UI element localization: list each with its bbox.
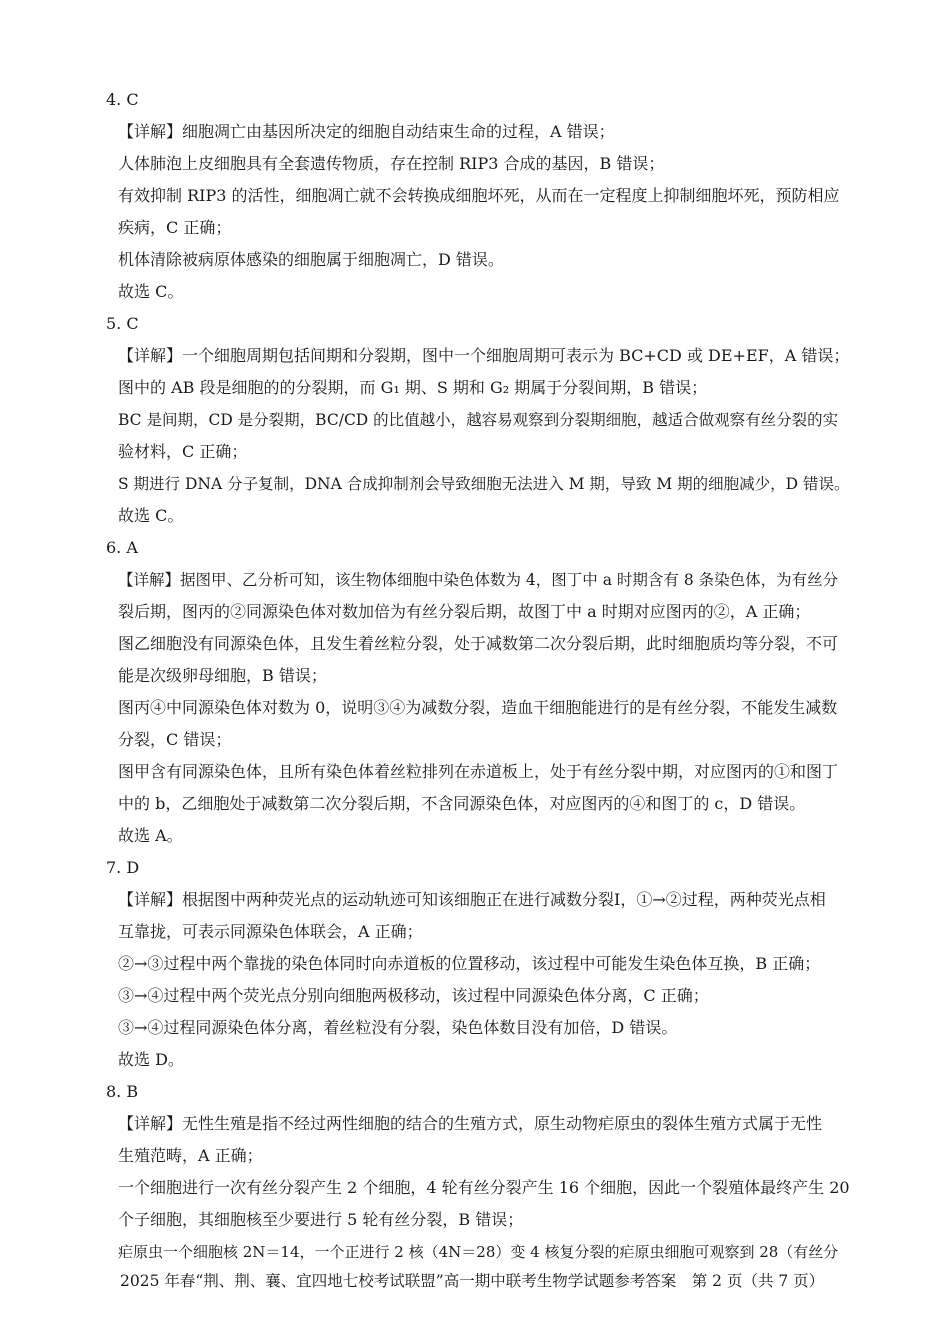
text-line: 【详解】根据图中两种荧光点的运动轨迹可知该细胞正在进行减数分裂Ⅰ，①→②过程，两种荧光点相	[118, 890, 826, 909]
text-line: 【详解】无性生殖是指不经过两性细胞的结合的生殖方式，原生动物疟原虫的裂体生殖方式属于无性	[118, 1114, 823, 1133]
text-line: 个子细胞，其细胞核至少要进行 5 轮有丝分裂，B 错误；	[118, 1210, 524, 1229]
text-line: 故选 C。	[118, 506, 184, 525]
text-line: 裂后期，图丙的②同源染色体对数加倍为有丝分裂后期，故图丁中 a 时期对应图丙的②，A 正确；	[118, 602, 811, 621]
question-5-answer: 5. C	[106, 314, 139, 333]
text-line: 图丙④中同源染色体对数为 0，说明③④为减数分裂，造血干细胞能进行的是有丝分裂，不能发生减数	[118, 698, 838, 717]
question-6-answer: 6. A	[106, 538, 138, 557]
text-line: 疾病，C 正确；	[118, 218, 232, 237]
text-line: ③→④过程中两个荧光点分别向细胞两极移动，该过程中同源染色体分离，C 正确；	[118, 986, 709, 1005]
text-line: 分裂，C 错误；	[118, 730, 232, 749]
page-footer: 2025 年春“荆、荆、襄、宜四地七校考试联盟”高一期中联考生物学试题参考答案 第 2 页（共 7 页）	[120, 1272, 825, 1290]
text-line: 故选 D。	[118, 1050, 184, 1069]
text-line: 互靠拢，可表示同源染色体联会，A 正确；	[118, 922, 423, 941]
text-line: 生殖范畴，A 正确；	[118, 1146, 263, 1165]
text-line: 一个细胞进行一次有丝分裂产生 2 个细胞，4 轮有丝分裂产生 16 个细胞，因此一个裂殖体最终产生 20	[118, 1178, 850, 1197]
text-line: BC 是间期，CD 是分裂期，BC/CD 的比值越小，越容易观察到分裂期细胞，越适合做观察有丝分裂的实	[118, 411, 839, 429]
question-7-answer: 7. D	[106, 858, 140, 877]
text-line: 故选 C。	[118, 282, 184, 301]
text-line: 【详解】细胞凋亡由基因所决定的细胞自动结束生命的过程，A 错误；	[118, 122, 615, 141]
text-line: 故选 A。	[118, 826, 183, 845]
text-line: 【详解】据图甲、乙分析可知，该生物体细胞中染色体数为 4，图丁中 a 时期含有 8 条染色体，为有丝分	[118, 571, 839, 589]
text-line: 中的 b，乙细胞处于减数第二次分裂后期，不含同源染色体，对应图丙的④和图丁的 c，D 错误。	[118, 794, 806, 813]
text-line: 图乙细胞没有同源染色体，且发生着丝粒分裂，处于减数第二次分裂后期，此时细胞质均等分裂，不可	[118, 634, 839, 653]
text-line: 人体肺泡上皮细胞具有全套遗传物质，存在控制 RIP3 合成的基因，B 错误；	[118, 154, 665, 173]
question-8-answer: 8. B	[106, 1082, 139, 1101]
question-4-answer: 4. C	[106, 90, 139, 109]
text-line: ②→③过程中两个靠拢的染色体同时向赤道板的位置移动，该过程中可能发生染色体互换，B 正确；	[118, 954, 821, 973]
text-line: ③→④过程同源染色体分离，着丝粒没有分裂，染色体数目没有加倍，D 错误。	[118, 1018, 678, 1037]
text-line: 【详解】一个细胞周期包括间期和分裂期，图中一个细胞周期可表示为 BC+CD 或 DE+EF，A 错误；	[118, 346, 850, 365]
text-line: 验材料，C 正确；	[118, 442, 248, 461]
text-line: 能是次级卵母细胞，B 错误；	[118, 666, 327, 685]
text-line: 图中的 AB 段是细胞的的分裂期，而 G₁ 期、S 期和 G₂ 期属于分裂间期，B 错误；	[118, 378, 708, 397]
text-line: 机体清除被病原体感染的细胞属于细胞凋亡，D 错误。	[118, 250, 504, 269]
text-line: 有效抑制 RIP3 的活性，细胞凋亡就不会转换成细胞坏死，从而在一定程度上抑制细胞坏死，预防相应	[118, 186, 840, 205]
text-line: S 期进行 DNA 分子复制，DNA 合成抑制剂会导致细胞无法进入 M 期，导致 M 期的细胞减少，D 错误。	[118, 475, 850, 493]
text-line: 疟原虫一个细胞核 2N＝14，一个正进行 2 核（4N＝28）变 4 核复分裂的疟原虫细胞可观察到 28（有丝分	[118, 1243, 839, 1261]
text-line: 图甲含有同源染色体，且所有染色体着丝粒排列在赤道板上，处于有丝分裂中期，对应图丙的①和图丁	[118, 762, 839, 781]
